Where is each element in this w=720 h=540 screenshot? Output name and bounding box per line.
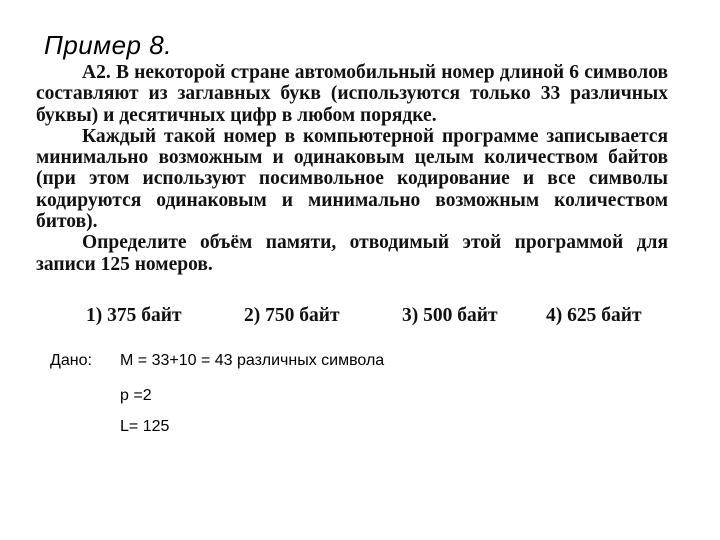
problem-paragraph-2: Каждый такой номер в компьютерной программе записывается минимально возможным и одинаковым целым количеством байтов (при этом используют посимвольное кодирование и все символы кодируются одинаковым и минимально возможным количеством битов). <box>36 125 668 233</box>
problem-paragraph-1 <box>36 62 668 126</box>
problem-scan <box>36 62 668 275</box>
problem-label: А2. <box>82 62 111 83</box>
answer-option-3: 3) 500 байт <box>402 305 498 326</box>
problem-paragraph-3: Определите объём памяти, отводимый этой программой для записи 125 номеров. <box>36 232 668 275</box>
given-line-3: L= 125 <box>120 418 170 435</box>
answer-option-2: 2) 750 байт <box>244 305 340 326</box>
given-label: Дано: <box>50 352 92 369</box>
answer-option-4: 4) 625 байт <box>546 305 642 326</box>
page-title: Пример 8. <box>44 30 172 60</box>
problem-text-1: В некоторой стране автомобильный номер длиной 6 символов составляют из заглавных букв (используются только 33 различных буквы) и десятичных цифр в любом порядке. <box>36 62 669 126</box>
given-line-2: p =2 <box>120 387 152 404</box>
answer-option-1: 1) 375 байт <box>86 305 182 326</box>
given-line-1: M = 33+10 = 43 различных символа <box>120 352 385 369</box>
